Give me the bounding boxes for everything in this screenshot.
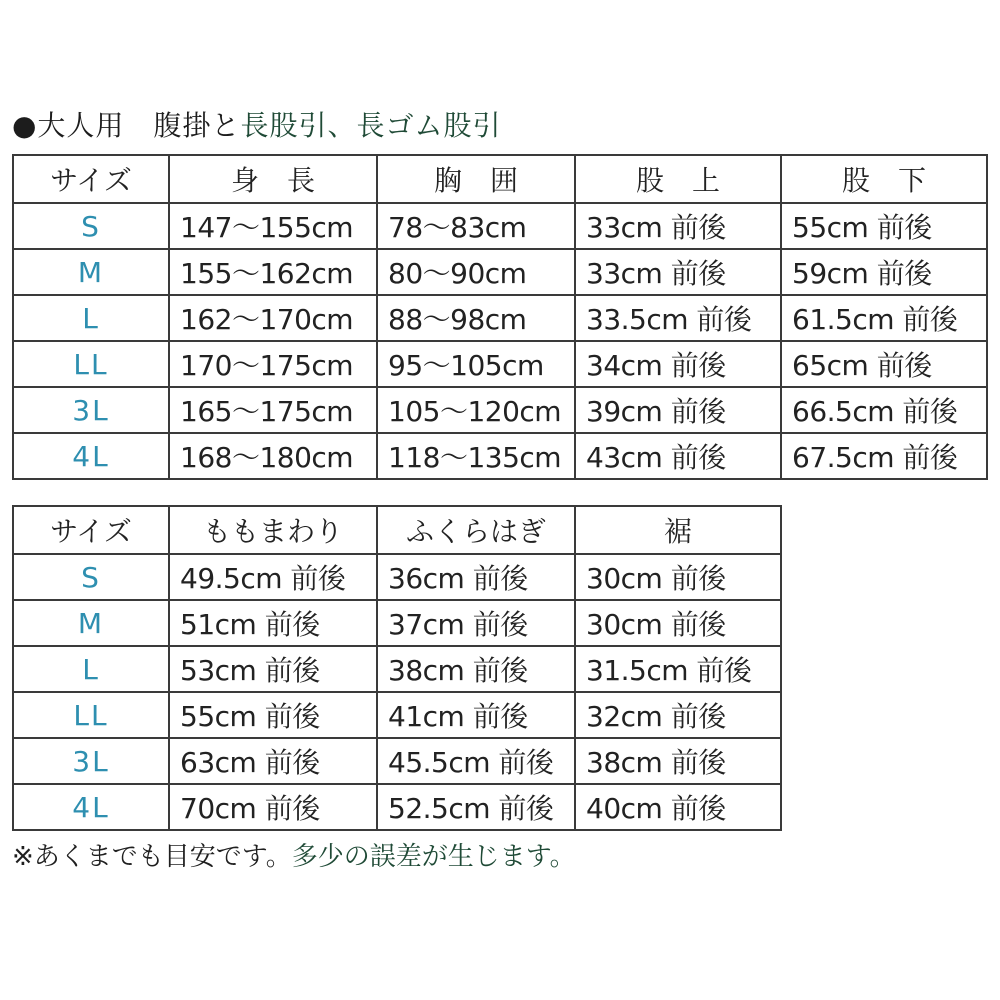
size-cell: 4L [13,784,169,830]
size-cell: S [13,203,169,249]
table-row [13,554,781,600]
height-cell: 165〜175cm [169,387,377,433]
title-products: 長股引、長ゴム股引 [240,109,502,142]
table-header-row [13,155,987,203]
chest-cell: 78〜83cm [377,203,575,249]
inseam-cell: 67.5cm 前後 [781,433,987,479]
size-table-detail [12,505,782,831]
height-cell: 155〜162cm [169,249,377,295]
size-cell: L [13,295,169,341]
chest-cell: 88〜98cm [377,295,575,341]
header-rise: 股 上 [575,155,781,203]
calf-cell: 52.5cm 前後 [377,784,575,830]
table-row [13,433,987,479]
height-cell: 168〜180cm [169,433,377,479]
hem-cell: 31.5cm 前後 [575,646,781,692]
table-row [13,295,987,341]
table-row [13,387,987,433]
chest-cell: 118〜135cm [377,433,575,479]
page-title [12,104,501,144]
header-calf: ふくらはぎ [377,506,575,554]
size-cell: L [13,646,169,692]
thigh-cell: 53cm 前後 [169,646,377,692]
size-cell: M [13,600,169,646]
inseam-cell: 66.5cm 前後 [781,387,987,433]
rise-cell: 33cm 前後 [575,249,781,295]
note-part1: ※あくまでも目安です。 [12,842,292,872]
thigh-cell: 49.5cm 前後 [169,554,377,600]
table-row [13,341,987,387]
rise-cell: 34cm 前後 [575,341,781,387]
header-inseam: 股 下 [781,155,987,203]
rise-cell: 43cm 前後 [575,433,781,479]
header-size: サイズ [13,155,169,203]
size-cell: 3L [13,387,169,433]
header-height: 身 長 [169,155,377,203]
size-cell: M [13,249,169,295]
hem-cell: 32cm 前後 [575,692,781,738]
thigh-cell: 55cm 前後 [169,692,377,738]
rise-cell: 39cm 前後 [575,387,781,433]
hem-cell: 30cm 前後 [575,554,781,600]
size-cell: S [13,554,169,600]
size-table-main [12,154,988,480]
thigh-cell: 70cm 前後 [169,784,377,830]
header-thigh: ももまわり [169,506,377,554]
inseam-cell: 59cm 前後 [781,249,987,295]
rise-cell: 33.5cm 前後 [575,295,781,341]
table-row [13,784,781,830]
note-part2: 多少の誤差が生じます。 [291,842,576,872]
header-hem: 裾 [575,506,781,554]
calf-cell: 45.5cm 前後 [377,738,575,784]
inseam-cell: 61.5cm 前後 [781,295,987,341]
table-row [13,646,781,692]
inseam-cell: 55cm 前後 [781,203,987,249]
hem-cell: 40cm 前後 [575,784,781,830]
calf-cell: 36cm 前後 [377,554,575,600]
chest-cell: 95〜105cm [377,341,575,387]
hem-cell: 30cm 前後 [575,600,781,646]
header-chest: 胸 囲 [377,155,575,203]
disclaimer-note [12,836,576,873]
thigh-cell: 63cm 前後 [169,738,377,784]
table-row [13,600,781,646]
size-cell: 3L [13,738,169,784]
table-header-row [13,506,781,554]
rise-cell: 33cm 前後 [575,203,781,249]
size-cell: 4L [13,433,169,479]
hem-cell: 38cm 前後 [575,738,781,784]
table-row [13,249,987,295]
header-size: サイズ [13,506,169,554]
size-cell: LL [13,692,169,738]
height-cell: 162〜170cm [169,295,377,341]
height-cell: 170〜175cm [169,341,377,387]
inseam-cell: 65cm 前後 [781,341,987,387]
table-row [13,203,987,249]
size-cell: LL [13,341,169,387]
table-row [13,738,781,784]
title-prefix: ●大人用 腹掛と [12,109,241,142]
chest-cell: 80〜90cm [377,249,575,295]
height-cell: 147〜155cm [169,203,377,249]
calf-cell: 37cm 前後 [377,600,575,646]
calf-cell: 38cm 前後 [377,646,575,692]
chest-cell: 105〜120cm [377,387,575,433]
thigh-cell: 51cm 前後 [169,600,377,646]
table-row [13,692,781,738]
calf-cell: 41cm 前後 [377,692,575,738]
